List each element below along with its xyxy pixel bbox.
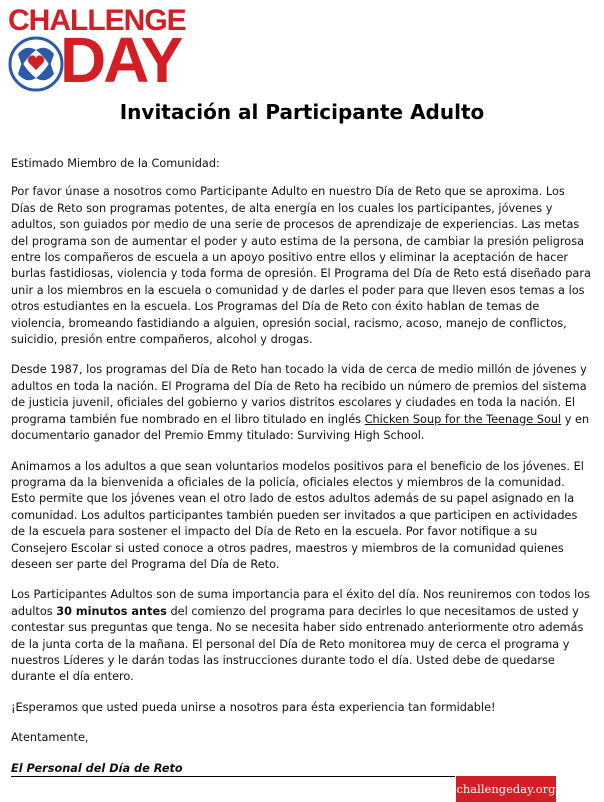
paragraph-participants xyxy=(11,587,591,685)
hands-heart-icon xyxy=(8,36,64,92)
paragraph-participants-text-end: del comienzo del programa para decirles lo que necesitamos de usted y contestar sus preguntas que tenga. No se necesita haber sido entrenado anteriormente otro además de la junta corta de la mañana. El personal del Día de Reto monitorea muy de cerca el programa y nuestros Líderes y le darán todas las instrucciones durante todo el día. Usted debe de quedarse durante el día entero. xyxy=(11,604,584,684)
arrival-time-emphasis: 30 minutos antes xyxy=(56,604,167,618)
paragraph-volunteers: Animamos a los adultos a que sean voluntarios modelos positivos para el beneficio de los jóvenes. El programa da la bienvenida a oficiales de la policía, oficiales electos y miembros de la comunidad. Esto permite que los jóvenes vean el otro lado de estos adultos además de su papel asignado en la comunidad. Los adultos participantes también pueden ser invitados a que participen en actividades de la escuela para sostener el impacto del Día de Reto en la escuela. Por favor notifique a su Consejero Escolar si usted conoce a otros padres, maestros y miembros de la comunidad quienes deseen ser parte del Programa del Día de Reto. xyxy=(11,459,584,571)
letter-body xyxy=(11,156,591,791)
footer-url-badge: challengeday.org xyxy=(456,776,556,802)
paragraph-history xyxy=(11,362,591,444)
paragraph-history-text-end: y en documentario ganador del Premio Emmy titulado: Surviving High School. xyxy=(11,412,590,443)
logo-wordmark-challenge: CHALLENGE xyxy=(8,4,186,37)
logo-wordmark-day: DAY xyxy=(60,24,181,96)
paragraph-participants-text: Los Participantes Adultos son de suma importancia para el éxito del día. Nos reuniremos con todos los adultos xyxy=(11,588,591,618)
salutation: Estimado Miembro de la Comunidad: xyxy=(11,157,220,170)
signature: El Personal del Día de Reto xyxy=(11,761,183,775)
footer-divider xyxy=(11,776,455,777)
sign-off: Atentamente, xyxy=(11,731,89,745)
closing-line: ¡Esperamos que usted pueda unirse a nosotros para ésta experiencia tan formidable! xyxy=(11,700,496,714)
book-title: Chicken Soup for the Teenage Soul xyxy=(364,412,562,426)
challenge-day-logo xyxy=(8,4,186,96)
paragraph-history-text: Desde 1987, los programas del Día de Reto han tocado la vida de cerca de medio millón de jóvenes y adultos en toda la nación. El Programa del Día de Reto ha recibido un número de premios del sistema de justicia juvenil, oficiales del gobierno y varios distritos escolares y ciudades en toda la nación. El programa también fue nombrado en el libro titulado en inglés xyxy=(11,363,587,426)
page-title: Invitación al Participante Adulto xyxy=(119,100,485,124)
paragraph-intro: Por favor únase a nosotros como Participante Adulto en nuestro Día de Reto que se aproxima. Los Días de Reto son programas potentes, de alta energía en los cuales los participantes, jóvenes y adultos, son guiados por medio de una serie de procesos de aprendizaje de experiencias. Las metas del programa son de aumentar el poder y auto estima de la persona, de cambiar la presión peligrosa entre los compañeros de escuela a un apoyo positivo entre ellos y eliminar la aceptación de hacer burlas fastidiosas, violencia y toda forma de opresión. El Programa del Día de Reto está diseñado para unir a los miembros en la escuela o comunidad y de darles el poder para que lleven esos temas a los otros estudiantes en la escuela. Los Programas del Día de Reto con éxito hablan de temas de violencia, bromeando fastidiando a alguien, opresión social, racismo, acoso, manejo de conflictos, suicidio, presión entre compañeros, alcohol y drogas. xyxy=(11,185,591,347)
